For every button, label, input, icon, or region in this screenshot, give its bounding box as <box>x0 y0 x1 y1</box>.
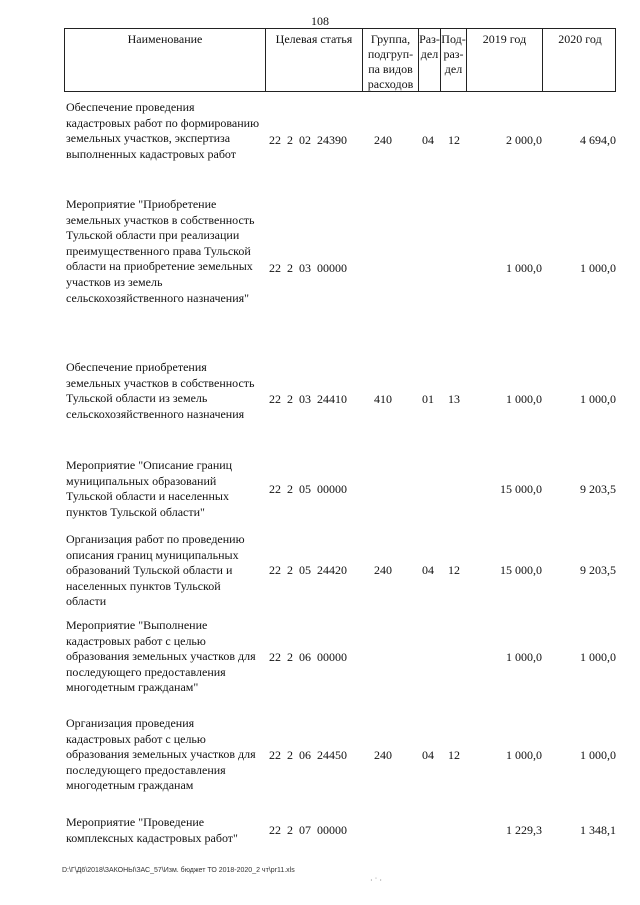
row-2019: 2 000,0 <box>506 133 542 147</box>
row-2019: 1 229,3 <box>506 823 542 837</box>
row-subsection: 12 <box>448 133 460 147</box>
row-name: Обеспечение проведения кадастровых работ по формированию земельных участков, экспертиза выполненных кадастровых работ <box>66 100 260 161</box>
row-group: 240 <box>374 563 392 577</box>
header-target: Целевая статья <box>266 29 363 91</box>
row-2020: 1 348,1 <box>580 823 616 837</box>
row-subsection: 13 <box>448 392 460 406</box>
row-name: Организация работ по проведению описания границ муниципальных образований Тульской области и населенных пунктов Тульской области <box>66 532 245 609</box>
row-name: Мероприятие "Описание границ муниципальных образований Тульской области и населенных пунктов Тульской области" <box>66 458 233 519</box>
row-name: Мероприятие "Приобретение земельных участков в собственность Тульской области при реализации преимущественного права Тульской области на приобретение земельных участков из земель сельскохозяйственного назначения" <box>66 197 255 305</box>
file-path-footer: D:\Г\Д6\2018\ЗАКОНЫ\ЗАС_57\Изм. бюджет ТО 2018-2020_2 чт\pr11.xls <box>62 867 295 874</box>
row-code: 22 2 03 00000 <box>269 261 347 275</box>
row-name: Обеспечение приобретения земельных участков в собственность Тульской области из земель сельскохозяйственного назначения <box>66 360 255 421</box>
page-number: 108 <box>311 14 329 28</box>
row-2019: 15 000,0 <box>500 563 542 577</box>
row-group: 240 <box>374 748 392 762</box>
row-name: Организация проведения кадастровых работ с целью образования земельных участков для последующего предоставления многодетным гражданам <box>66 716 256 793</box>
row-2019: 15 000,0 <box>500 482 542 496</box>
row-2019: 1 000,0 <box>506 748 542 762</box>
table-header <box>64 28 616 92</box>
row-group: 410 <box>374 392 392 406</box>
row-subsection: 12 <box>448 563 460 577</box>
row-code: 22 2 07 00000 <box>269 823 347 837</box>
row-2019: 1 000,0 <box>506 650 542 664</box>
row-subsection: 12 <box>448 748 460 762</box>
row-2020: 1 000,0 <box>580 650 616 664</box>
row-section: 04 <box>422 563 434 577</box>
row-code: 22 2 02 24390 <box>269 133 347 147</box>
row-code: 22 2 05 00000 <box>269 482 347 496</box>
row-code: 22 2 06 24450 <box>269 748 347 762</box>
header-group: Группа, подгруп- па видов расходов <box>363 29 419 91</box>
row-section: 01 <box>422 392 434 406</box>
header-2019: 2019 год <box>467 29 543 91</box>
header-2020: 2020 год <box>558 32 602 46</box>
row-2020: 9 203,5 <box>580 563 616 577</box>
row-section: 04 <box>422 748 434 762</box>
row-name: Мероприятие "Выполнение кадастровых работ с целью образования земельных участков для последующего предоставления многодетным гражданам" <box>66 618 256 695</box>
row-2020: 1 000,0 <box>580 748 616 762</box>
row-2020: 4 694,0 <box>580 133 616 147</box>
header-subsection: Под- раз- дел <box>441 29 467 91</box>
row-2019: 1 000,0 <box>506 392 542 406</box>
row-code: 22 2 03 24410 <box>269 392 347 406</box>
row-2020: 1 000,0 <box>580 392 616 406</box>
row-group: 240 <box>374 133 392 147</box>
header-name: Наименование <box>65 29 266 91</box>
row-code: 22 2 05 24420 <box>269 563 347 577</box>
row-code: 22 2 06 00000 <box>269 650 347 664</box>
row-2020: 9 203,5 <box>580 482 616 496</box>
row-section: 04 <box>422 133 434 147</box>
scan-speck: · ˙ · <box>370 876 382 885</box>
row-2020: 1 000,0 <box>580 261 616 275</box>
row-2019: 1 000,0 <box>506 261 542 275</box>
header-section: Раз- дел <box>419 29 441 91</box>
row-name: Мероприятие "Проведение комплексных кадастровых работ" <box>66 815 238 845</box>
